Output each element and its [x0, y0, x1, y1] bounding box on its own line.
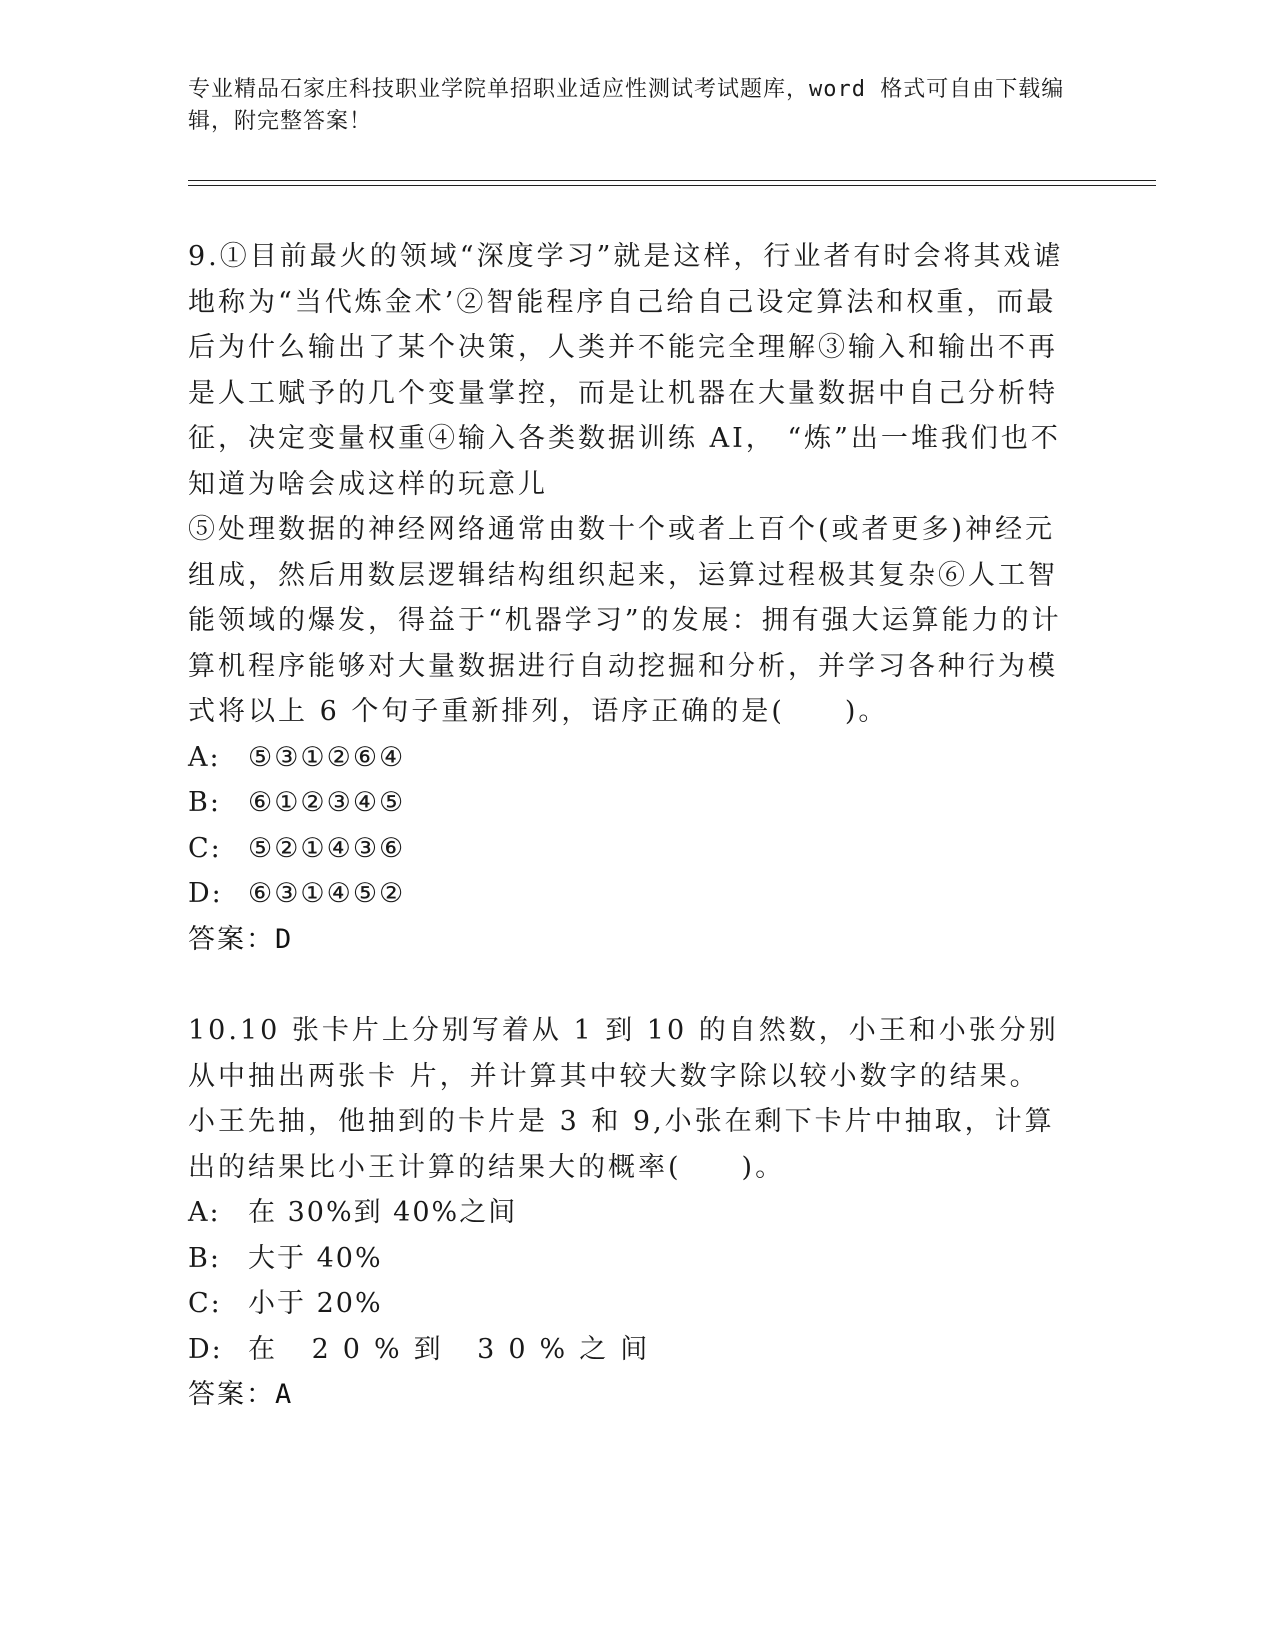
question-stem: 9.①目前最火的领域“深度学习”就是这样，行业者有时会将其戏谑地称为“当代炼金术’②智能程序自己给自己设定算法和权重，而最后为什么输出了某个决策，人类并不能完全理解③输入和输出不再是人工赋予的几个变量掌控，而是让机器在大量数据中自己分析特征，决定变量权重④输入各类数据训练 AI， “炼”出一堆我们也不知道为啥会成这样的玩意儿 [188, 241, 1064, 500]
question-stem: ⑤处理数据的神经网络通常由数十个或者上百个(或者更多)神经元组成，然后用数层逻辑结构组织起来，运算过程极其复杂⑥人工智能领域的爆发，得益于“机器学习”的发展：拥有强大运算能力的计算机程序能够对大量数据进行自动挖掘和分析，并学习各种行为模式将以上 6 个句子重新排列，语序正确的是( )。 [188, 514, 1062, 727]
option-text: 小于 20% [248, 1288, 383, 1319]
option-d [188, 1327, 1068, 1373]
question-9 [188, 234, 1068, 962]
option-text: ⑤③①②⑥④ [248, 741, 406, 773]
option-label: C: [188, 832, 222, 864]
answer: 答案：D [188, 923, 294, 955]
answer: 答案：A [188, 1379, 294, 1410]
option-text: 在 20%到 30%之间 [248, 1333, 662, 1365]
option-c [188, 1281, 1068, 1327]
header-divider-bottom [188, 185, 1156, 186]
option-b [188, 780, 1068, 826]
option-text: ⑥①②③④⑤ [248, 787, 406, 818]
option-c [188, 826, 1068, 872]
option-text: 大于 40% [248, 1242, 383, 1274]
header-divider-top [188, 180, 1156, 181]
option-label: A: [188, 1197, 221, 1228]
header-text: 专业精品石家庄科技职业学院单招职业适应性测试考试题库，word 格式可自由下载编辑，附完整答案！ [188, 77, 1065, 134]
option-text: ⑥③①④⑤② [248, 878, 406, 909]
option-label: B: [188, 787, 221, 818]
option-a [188, 1190, 1068, 1236]
question-stem: 10.10 张卡片上分别写着从 1 到 10 的自然数，小王和小张分别从中抽出两张卡 片，并计算其中较大数字除以较小数字的结果。小王先抽，他抽到的卡片是 3 和 9,小张在剩下卡片中抽取，计算出的结果比小王计算的结果大的概率( )。 [188, 1015, 1059, 1183]
question-10 [188, 1008, 1068, 1418]
option-b [188, 1236, 1068, 1282]
option-text: ⑤②①④③⑥ [248, 832, 406, 864]
option-label: C: [188, 1288, 222, 1319]
document-header [188, 74, 1068, 138]
option-d [188, 871, 1068, 917]
option-label: D: [188, 878, 223, 909]
option-label: D: [188, 1333, 223, 1365]
option-a [188, 735, 1068, 781]
option-label: A: [188, 741, 221, 773]
option-label: B: [188, 1242, 221, 1274]
option-text: 在 30%到 40%之间 [248, 1197, 518, 1228]
